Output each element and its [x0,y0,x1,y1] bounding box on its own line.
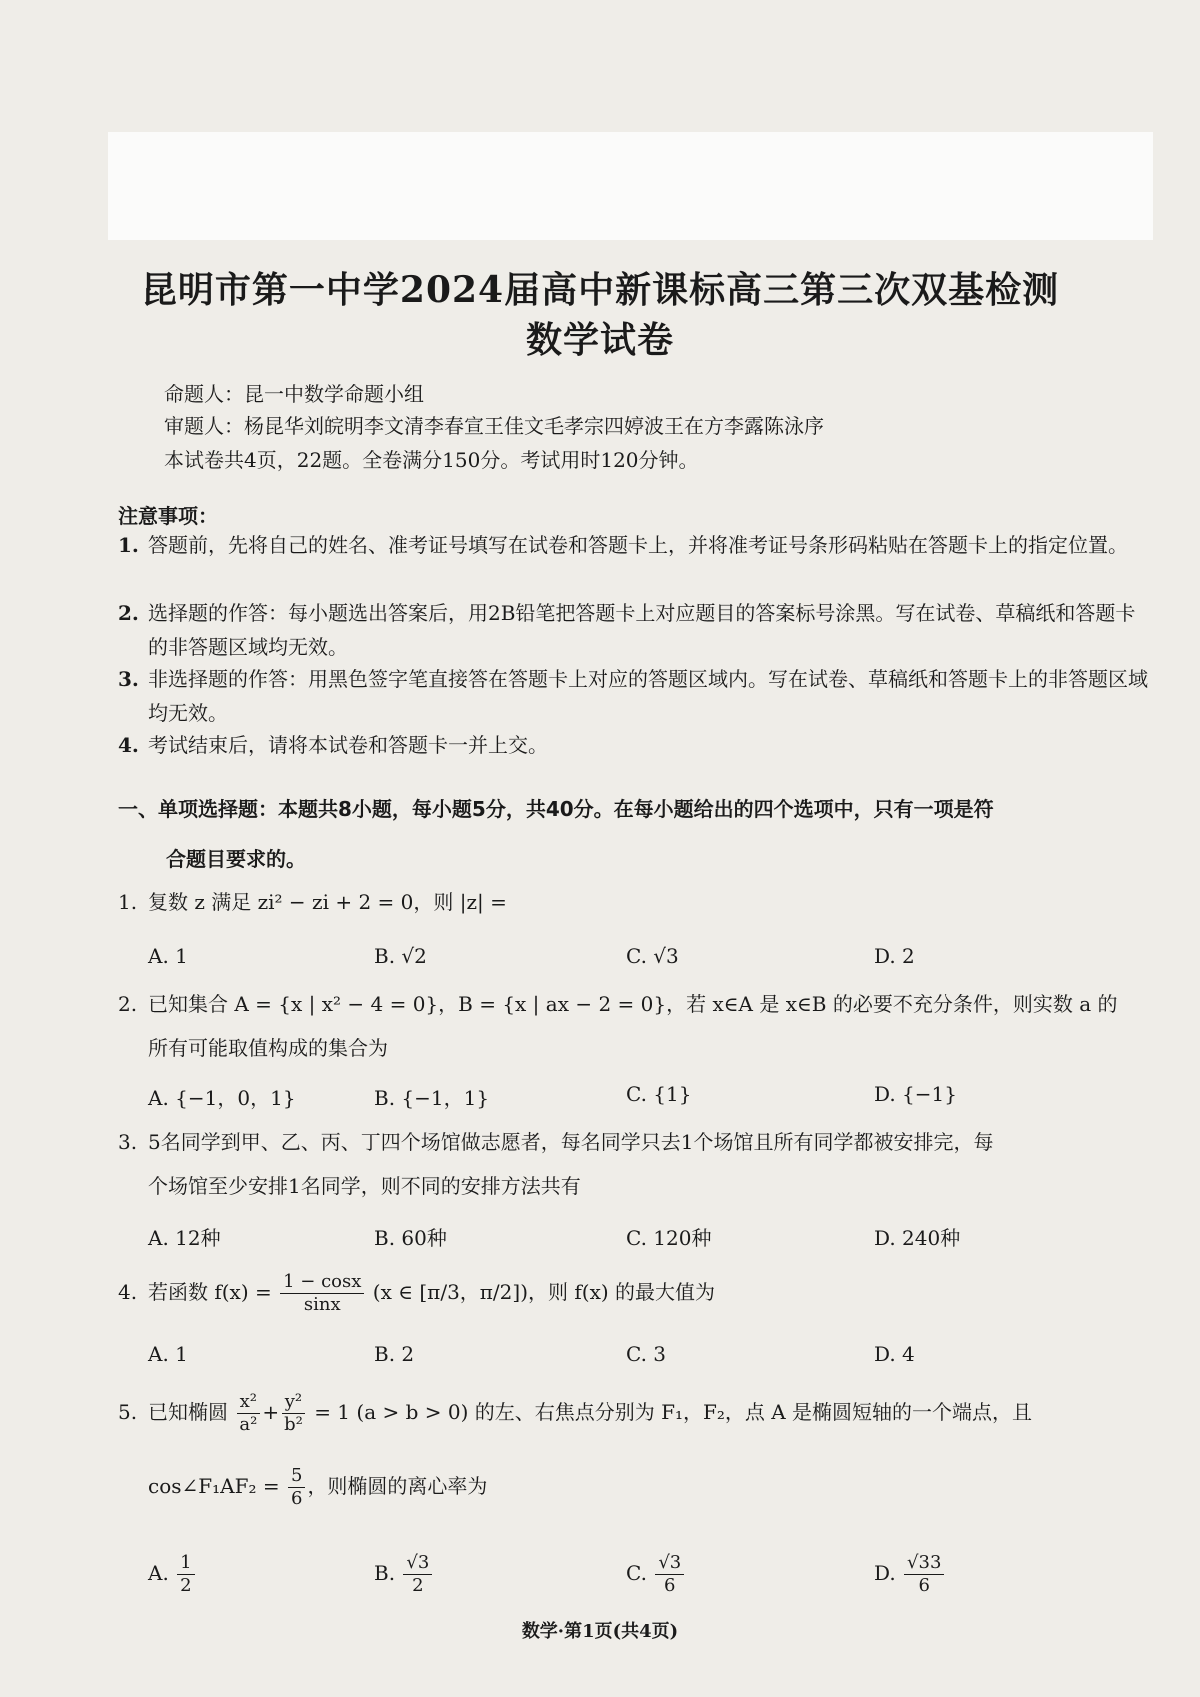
question-2-options [148,1082,1148,1122]
question-number: 2. [118,992,138,1016]
question-number: 5. [118,1400,138,1424]
option-label: D. [874,1561,896,1585]
reviewer-label: 审题人： [164,414,244,438]
fraction-numerator: √33 [904,1552,944,1575]
question-stem-line2: cos∠F₁AF₂ = [148,1474,280,1498]
reviewer-name: 刘皖明 [304,414,364,438]
question-5-options [148,1552,1148,1608]
notice-item [118,662,1148,730]
fraction-denominator: 2 [412,1575,424,1596]
option-a [148,1552,197,1597]
notice-num: 2. [118,601,139,625]
reviewer-line [164,410,824,439]
option-label: A. [148,1561,169,1585]
question-3 [118,1120,1153,1208]
fraction-denominator: 6 [918,1575,930,1596]
notice-num: 4. [118,733,139,757]
question-stem-line2: 所有可能取值构成的集合为 [148,1036,388,1060]
option-d: D. 4 [874,1342,915,1366]
fraction-denominator: 6 [290,1488,303,1509]
author-line [164,378,424,407]
fraction-numerator: 5 [288,1465,305,1488]
option-b [374,1552,434,1597]
option-c: C. 3 [626,1342,667,1366]
notice-text: 答题前，先将自己的姓名、准考证号填写在试卷和答题卡上，并将准考证号条形码粘贴在答题卡上的指定位置。 [148,533,1128,557]
author-label: 命题人： [164,382,244,406]
option-a: A. 12种 [148,1226,221,1250]
question-stem: 已知椭圆 [148,1400,228,1424]
notice-text: 非选择题的作答：用黑色签字笔直接答在答题卡上对应的答题区域内。写在试卷、草稿纸和答题卡上的非答题区域均无效。 [148,667,1148,725]
option-c: C. √3 [626,944,679,968]
option-label: C. [626,1561,647,1585]
blank-header-band [108,132,1153,240]
exam-info: 本试卷共4页，22题。全卷满分150分。考试用时120分钟。 [164,448,699,472]
option-b: B. √2 [374,944,427,968]
notice-num: 3. [118,667,139,691]
exam-subtitle: 数学试卷 [525,319,674,361]
option-d: D. 2 [874,944,915,968]
notice-heading: 注意事项： [118,504,218,528]
reviewer-name: 李文清 [364,414,424,438]
option-a: A. {−1，0，1} [148,1086,296,1110]
question-1-options [148,944,1148,984]
question-4 [118,1270,1153,1316]
option-d [874,1552,946,1597]
question-1 [118,880,1153,924]
notice-text: 选择题的作答：每小题选出答案后，用2B铅笔把答题卡上对应题目的答案标号涂黑。写在试卷、草稿纸和答题卡的非答题区域均无效。 [148,601,1136,659]
fraction-numerator: √3 [403,1552,432,1575]
question-5-line2 [148,1464,1183,1510]
question-stem: 复数 z 满足 zi² − zi + 2 = 0，则 |z| = [148,890,507,914]
question-stem-cont: = 1 (a > b > 0) 的左、右焦点分别为 F₁，F₂，点 A 是椭圆短轴的一个端点，且 [314,1400,1033,1424]
reviewer-name: 王在方 [664,414,724,438]
option-b: B. {−1，1} [374,1086,490,1110]
reviewer-name: 李春宣 [424,414,484,438]
fraction-denominator: sinx [303,1294,341,1315]
notice-item [118,528,1148,562]
notice-item [118,596,1148,664]
option-label: B. [374,1561,396,1585]
question-stem: 若函数 f(x) = [148,1280,272,1304]
fraction [177,1552,194,1597]
question-stem: 5名同学到甲、乙、丙、丁四个场馆做志愿者，每名同学只去1个场馆且所有同学都被安排完，每 [148,1130,994,1154]
option-d: D. {−1} [874,1082,957,1106]
question-3-options [148,1222,1148,1262]
question-number: 4. [118,1280,138,1304]
fraction-denominator: 2 [180,1575,192,1596]
reviewer-name: 杨昆华 [244,414,304,438]
option-b: B. 60种 [374,1226,447,1250]
fraction-denominator: 6 [664,1575,676,1596]
section-line2: 合题目要求的。 [166,847,306,871]
option-c: C. 120种 [626,1226,712,1250]
author-name: 昆一中数学命题小组 [244,382,424,406]
option-d: D. 240种 [874,1226,961,1250]
option-a: A. 1 [148,1342,188,1366]
fraction-numerator: 1 [177,1552,194,1575]
question-number: 1. [118,890,138,914]
fraction-denominator: b² [284,1414,303,1435]
fraction [288,1465,305,1510]
fraction [281,1391,306,1436]
reviewer-name: 李露 [724,414,764,438]
fraction [655,1552,684,1597]
option-c: C. {1} [626,1082,692,1106]
page-footer: 数学·第1页(共4页) [521,1621,679,1642]
fraction [403,1552,432,1597]
notice-text: 考试结束后，请将本试卷和答题卡一并上交。 [148,733,548,757]
option-c [626,1552,686,1597]
fraction-numerator: x² [237,1391,260,1414]
reviewer-name: 毛孝宗 [544,414,604,438]
question-stem-cont: (x ∈ [π/3，π/2])，则 f(x) 的最大值为 [372,1280,716,1304]
question-4-options [148,1342,1148,1382]
reviewer-name: 王佳文 [484,414,544,438]
fraction-denominator: a² [239,1414,258,1435]
fraction [280,1271,364,1316]
section-heading [118,784,1153,884]
question-2 [118,982,1153,1070]
question-number: 3. [118,1130,138,1154]
fraction-numerator: y² [282,1391,305,1414]
fraction [236,1391,260,1436]
notice-num: 1. [118,533,139,557]
reviewer-name: 四婷波 [604,414,664,438]
section-line1: 一、单项选择题：本题共8小题，每小题5分，共40分。在每小题给出的四个选项中，只有一项是符 [118,797,994,821]
notice-item [118,728,1148,762]
reviewer-name: 陈泳序 [764,414,824,438]
option-a: A. 1 [148,944,188,968]
exam-title: 昆明市第一中学2024届高中新课标高三第三次双基检测 [140,269,1060,311]
question-5 [118,1390,1153,1436]
fraction-numerator: √3 [655,1552,684,1575]
option-b: B. 2 [374,1342,415,1366]
fraction-numerator: 1 − cosx [280,1271,364,1294]
plus-sign: + [262,1400,280,1424]
question-stem: 已知集合 A = {x | x² − 4 = 0}，B = {x | ax − 2 = 0}，若 x∈A 是 x∈B 的必要不充分条件，则实数 a 的 [148,992,1118,1016]
fraction [904,1552,944,1597]
question-stem-cont: ，则椭圆的离心率为 [307,1474,488,1498]
question-stem-line2: 个场馆至少安排1名同学，则不同的安排方法共有 [148,1174,581,1198]
